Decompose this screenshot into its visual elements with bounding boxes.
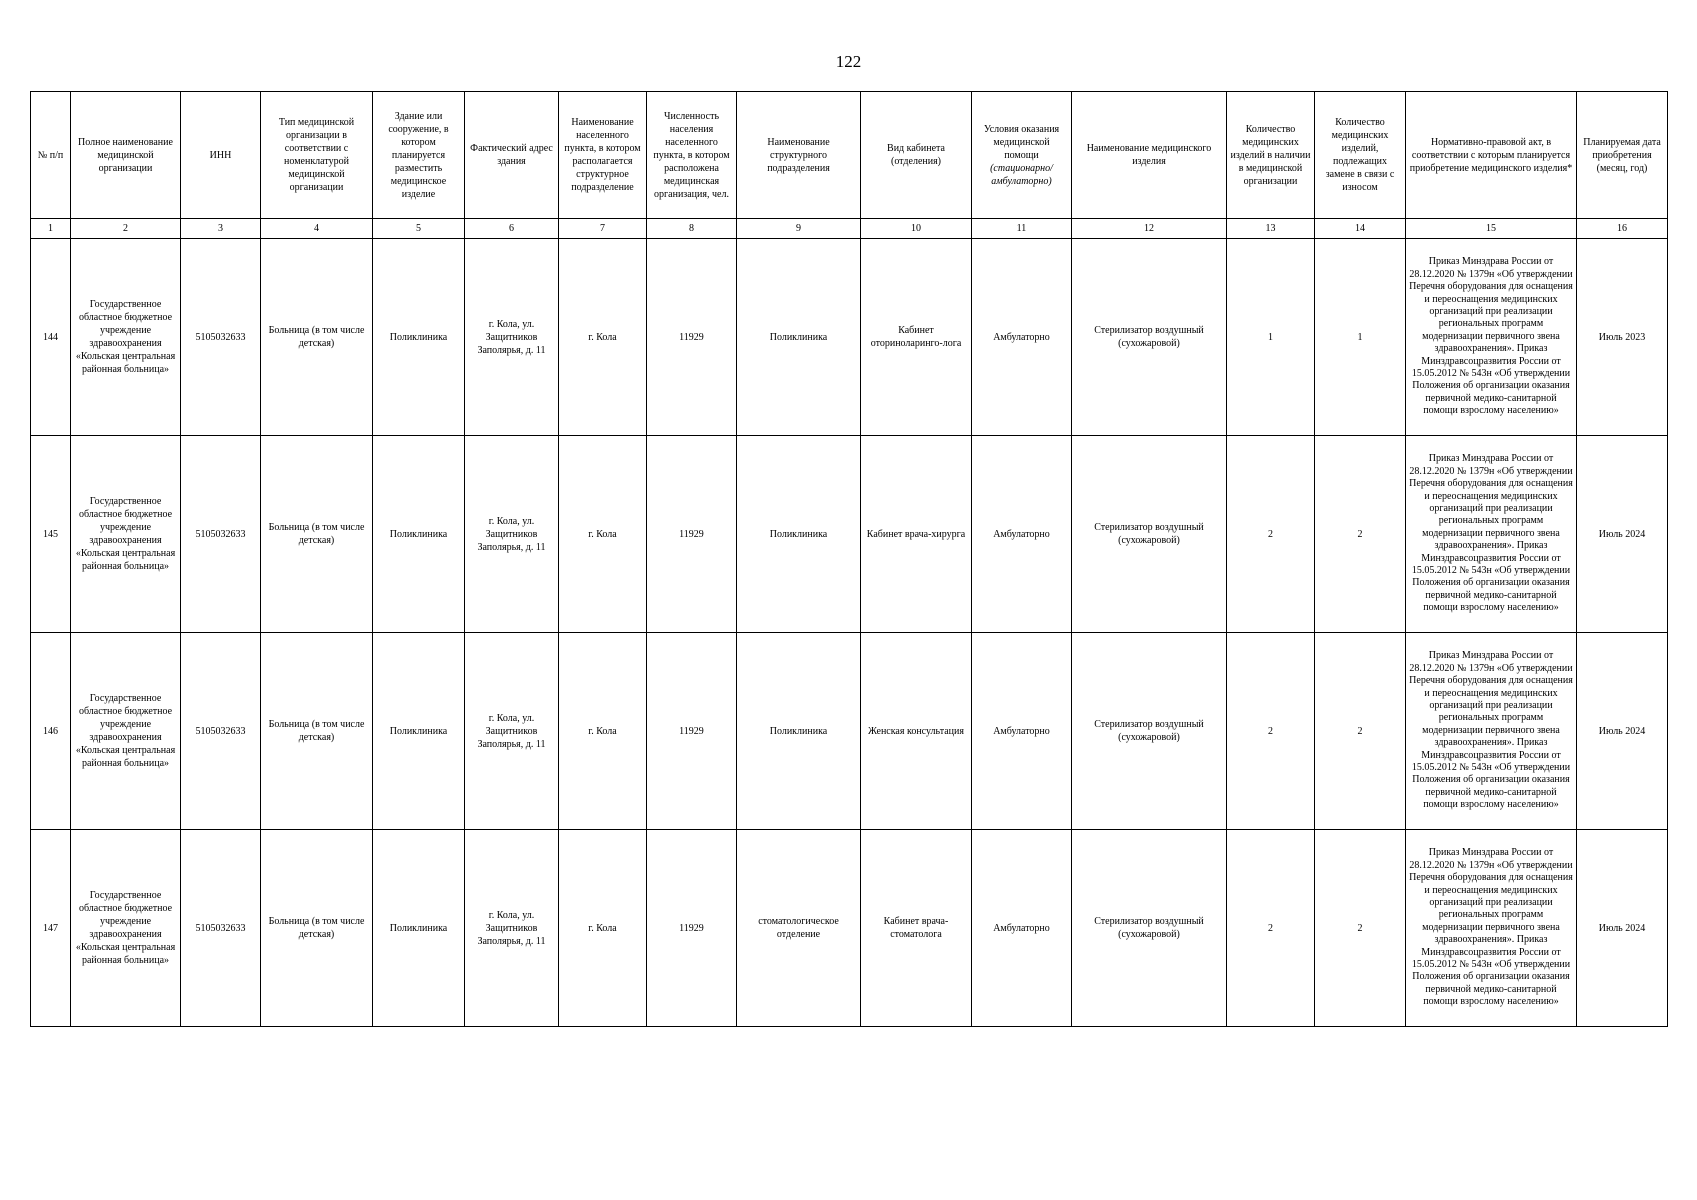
cabinet: Кабинет врача-стоматолога: [861, 830, 972, 1027]
column-number: 1: [31, 219, 71, 239]
legal-act: Приказ Минздрава России от 28.12.2020 № 1379н «Об утверждении Перечня оборудования для оснащения и переоснащения медицинских организаций при реализации региональных программ модернизации первичного звена здравоохранения». Приказ Минздравсоцразвития России от 15.05.2012 № 543н «Об утверждении Положения об организации оказания первичной медико-санитарной помощи взрослому населению»: [1406, 633, 1577, 830]
org-name: Государственное областное бюджетное учреждение здравоохранения «Кольская центральная районная больница»: [71, 239, 181, 436]
qty-replace: 2: [1315, 436, 1406, 633]
legal-act: Приказ Минздрава России от 28.12.2020 № 1379н «Об утверждении Перечня оборудования для оснащения и переоснащения медицинских организаций при реализации региональных программ модернизации первичного звена здравоохранения». Приказ Минздравсоцразвития России от 15.05.2012 № 543н «Об утверждении Положения об организации оказания первичной медико-санитарной помощи взрослому населению»: [1406, 436, 1577, 633]
locality: г. Кола: [559, 239, 647, 436]
header-cell: Наименование населенного пункта, в котором располагается структурное подразделение: [559, 92, 647, 219]
population: 11929: [647, 830, 737, 1027]
column-number: 14: [1315, 219, 1406, 239]
column-number: 4: [261, 219, 373, 239]
conditions: Амбулаторно: [972, 436, 1072, 633]
building: Поликлиника: [373, 830, 465, 1027]
building: Поликлиника: [373, 239, 465, 436]
org-name: Государственное областное бюджетное учреждение здравоохранения «Кольская центральная районная больница»: [71, 830, 181, 1027]
equipment-table: [30, 91, 1668, 1027]
header-cell: ИНН: [181, 92, 261, 219]
column-number: 11: [972, 219, 1072, 239]
cabinet: Женская консультация: [861, 633, 972, 830]
address: г. Кола, ул. Защитников Заполярья, д. 11: [465, 239, 559, 436]
inn: 5105032633: [181, 633, 261, 830]
building: Поликлиника: [373, 436, 465, 633]
header-cell: Вид кабинета (отделения): [861, 92, 972, 219]
column-number: 10: [861, 219, 972, 239]
org-type: Больница (в том числе детская): [261, 633, 373, 830]
org-type: Больница (в том числе детская): [261, 830, 373, 1027]
header-cell: Количество медицинских изделий, подлежащих замене в связи с износом: [1315, 92, 1406, 219]
address: г. Кола, ул. Защитников Заполярья, д. 11: [465, 830, 559, 1027]
header-row: [31, 92, 1668, 219]
planned-date: Июль 2024: [1577, 436, 1668, 633]
planned-date: Июль 2024: [1577, 830, 1668, 1027]
device: Стерилизатор воздушный (сухожаровой): [1072, 830, 1227, 1027]
planned-date: Июль 2024: [1577, 633, 1668, 830]
conditions: Амбулаторно: [972, 239, 1072, 436]
locality: г. Кола: [559, 830, 647, 1027]
qty-available: 2: [1227, 436, 1315, 633]
header-italic-text: (стационарно/ амбулаторно): [990, 162, 1053, 187]
header-cell: № п/п: [31, 92, 71, 219]
org-name: Государственное областное бюджетное учреждение здравоохранения «Кольская центральная районная больница»: [71, 633, 181, 830]
address: г. Кола, ул. Защитников Заполярья, д. 11: [465, 436, 559, 633]
legal-act: Приказ Минздрава России от 28.12.2020 № 1379н «Об утверждении Перечня оборудования для оснащения и переоснащения медицинских организаций при реализации региональных программ модернизации первичного звена здравоохранения». Приказ Минздравсоцразвития России от 15.05.2012 № 543н «Об утверждении Положения об организации оказания первичной медико-санитарной помощи взрослому населению»: [1406, 830, 1577, 1027]
header-cell-conditions: [972, 92, 1072, 219]
column-number-row: [31, 219, 1668, 239]
division: Поликлиника: [737, 239, 861, 436]
column-number: 16: [1577, 219, 1668, 239]
locality: г. Кола: [559, 633, 647, 830]
row-number: 147: [31, 830, 71, 1027]
planned-date: Июль 2023: [1577, 239, 1668, 436]
table-row: [31, 633, 1668, 830]
header-text: Условия оказания медицинской помощи: [983, 123, 1060, 161]
division: стоматологическое отделение: [737, 830, 861, 1027]
qty-available: 1: [1227, 239, 1315, 436]
header-cell: Полное наименование медицинской организации: [71, 92, 181, 219]
device: Стерилизатор воздушный (сухожаровой): [1072, 239, 1227, 436]
row-number: 146: [31, 633, 71, 830]
inn: 5105032633: [181, 830, 261, 1027]
org-name: Государственное областное бюджетное учреждение здравоохранения «Кольская центральная районная больница»: [71, 436, 181, 633]
inn: 5105032633: [181, 239, 261, 436]
population: 11929: [647, 239, 737, 436]
column-number: 12: [1072, 219, 1227, 239]
cabinet: Кабинет оториноларинго-лога: [861, 239, 972, 436]
population: 11929: [647, 436, 737, 633]
division: Поликлиника: [737, 633, 861, 830]
column-number: 3: [181, 219, 261, 239]
legal-act: Приказ Минздрава России от 28.12.2020 № 1379н «Об утверждении Перечня оборудования для оснащения и переоснащения медицинских организаций при реализации региональных программ модернизации первичного звена здравоохранения». Приказ Минздравсоцразвития России от 15.05.2012 № 543н «Об утверждении Положения об организации оказания первичной медико-санитарной помощи взрослому населению»: [1406, 239, 1577, 436]
page-number: 122: [835, 52, 862, 71]
address: г. Кола, ул. Защитников Заполярья, д. 11: [465, 633, 559, 830]
qty-replace: 1: [1315, 239, 1406, 436]
table-row: [31, 830, 1668, 1027]
header-cell: Количество медицинских изделий в наличии в медицинской организации: [1227, 92, 1315, 219]
header-cell: Наименование медицинского изделия: [1072, 92, 1227, 219]
column-number: 8: [647, 219, 737, 239]
qty-available: 2: [1227, 633, 1315, 830]
column-number: 13: [1227, 219, 1315, 239]
org-type: Больница (в том числе детская): [261, 239, 373, 436]
column-number: 6: [465, 219, 559, 239]
population: 11929: [647, 633, 737, 830]
header-cell: Тип медицинской организации в соответствии с номенклатурой медицинской организации: [261, 92, 373, 219]
locality: г. Кола: [559, 436, 647, 633]
column-number: 7: [559, 219, 647, 239]
column-number: 2: [71, 219, 181, 239]
header-cell: Наименование структурного подразделения: [737, 92, 861, 219]
qty-replace: 2: [1315, 633, 1406, 830]
row-number: 144: [31, 239, 71, 436]
table-row: [31, 436, 1668, 633]
header-cell: Планируемая дата приобретения (месяц, год): [1577, 92, 1668, 219]
division: Поликлиника: [737, 436, 861, 633]
column-number: 5: [373, 219, 465, 239]
qty-available: 2: [1227, 830, 1315, 1027]
conditions: Амбулаторно: [972, 830, 1072, 1027]
row-number: 145: [31, 436, 71, 633]
org-type: Больница (в том числе детская): [261, 436, 373, 633]
header-cell: Здание или сооружение, в котором планируется разместить медицинское изделие: [373, 92, 465, 219]
device: Стерилизатор воздушный (сухожаровой): [1072, 633, 1227, 830]
qty-replace: 2: [1315, 830, 1406, 1027]
header-cell: Численность населения населенного пункта, в котором расположена медицинская организация, чел.: [647, 92, 737, 219]
header-cell: Фактический адрес здания: [465, 92, 559, 219]
table-row: [31, 239, 1668, 436]
conditions: Амбулаторно: [972, 633, 1072, 830]
building: Поликлиника: [373, 633, 465, 830]
column-number: 15: [1406, 219, 1577, 239]
cabinet: Кабинет врача-хирурга: [861, 436, 972, 633]
header-cell: Нормативно-правовой акт, в соответствии с которым планируется приобретение медицинского изделия*: [1406, 92, 1577, 219]
column-number: 9: [737, 219, 861, 239]
inn: 5105032633: [181, 436, 261, 633]
device: Стерилизатор воздушный (сухожаровой): [1072, 436, 1227, 633]
